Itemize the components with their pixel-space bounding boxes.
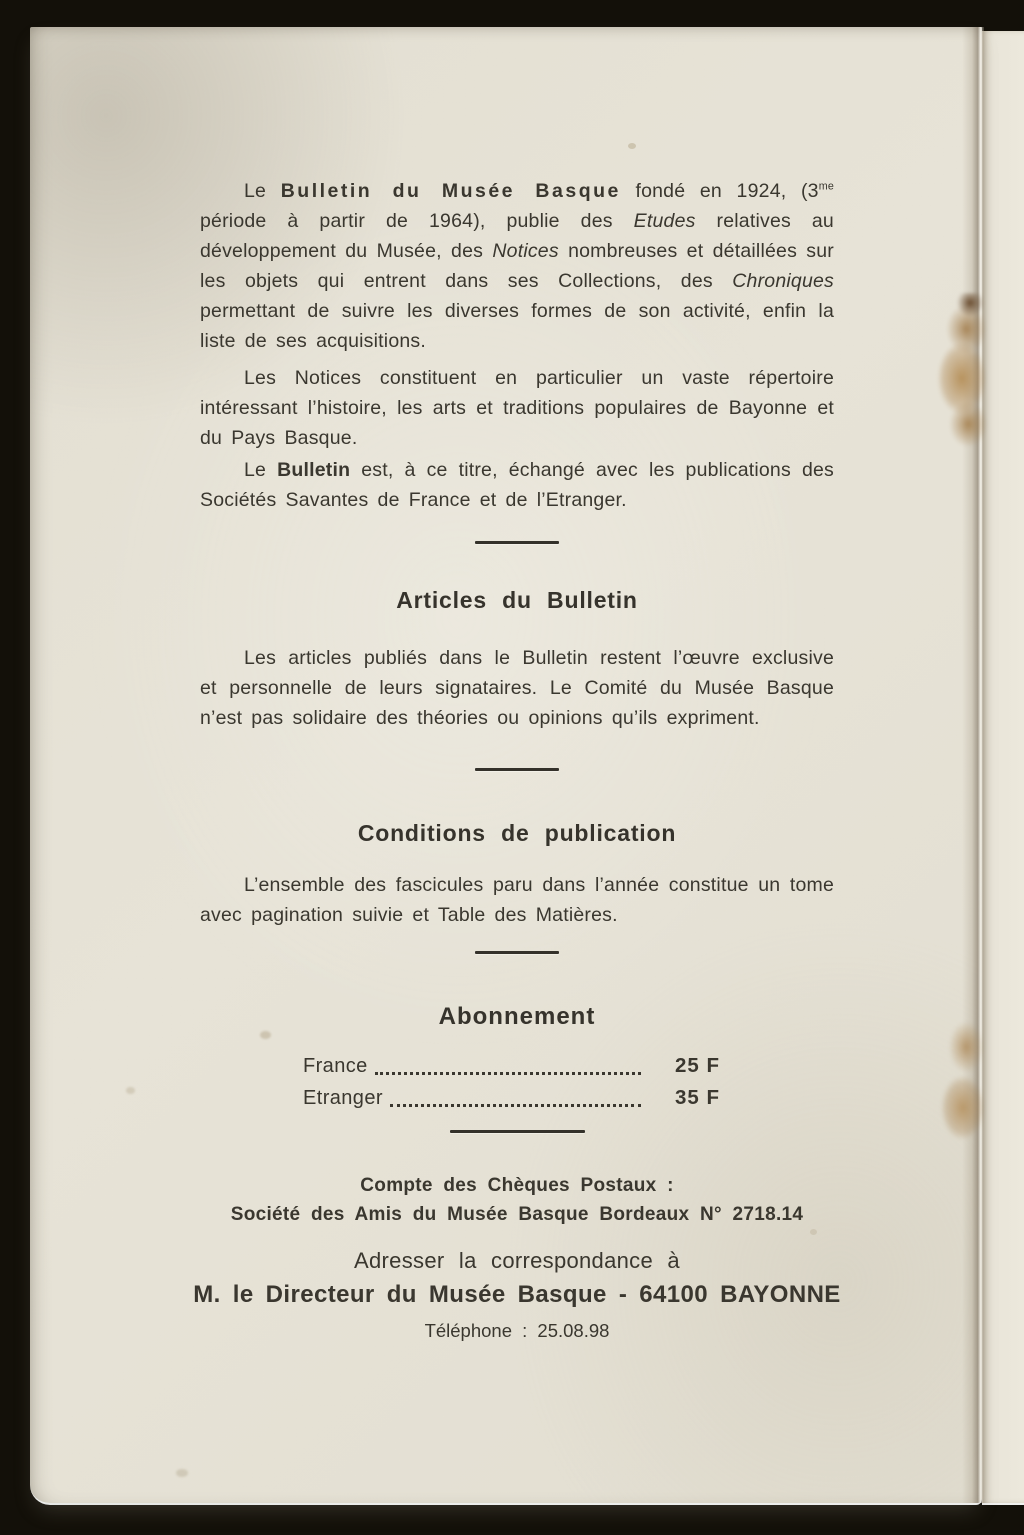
articles-heading: Articles du Bulletin xyxy=(396,587,638,613)
conditions-heading: Conditions de publication xyxy=(357,820,677,846)
intro-p3-run: est, à ce titre, échangé avec les publications des Sociétés Savantes de France et de l’Etranger. xyxy=(200,459,834,511)
bulletin-info-page xyxy=(30,27,982,1505)
intro-p1-run: période à partir de 1964), publie des xyxy=(200,210,634,232)
superscript-me: me xyxy=(818,180,834,193)
intro-p1-run: nombreuses et détaillées sur les objets qui entrent dans ses Collections, des xyxy=(200,240,834,292)
intro-p1-run: relatives au développement du Musée, des xyxy=(200,210,834,262)
paper-speck xyxy=(810,1229,817,1235)
subscription-country: France xyxy=(303,1055,368,1077)
intro-p1-run: permettant de suivre les diverses formes de son activité, enfin la liste de ses acquisitions. xyxy=(200,300,834,352)
paper-speck xyxy=(126,1087,135,1094)
articles-section xyxy=(200,585,834,615)
subscription-row-france xyxy=(303,1051,727,1081)
articles-paragraph: Les articles publiés dans le Bulletin restent l’œuvre exclusive et personnelle de leurs signataires. Le Comité du Musée Basque n’est pas solidaire des théories ou opinions qu’ils expriment. xyxy=(200,647,834,729)
subscription-price: 35 F xyxy=(675,1086,721,1109)
paper-speck xyxy=(176,1469,188,1477)
postal-account-number: Société des Amis du Musée Basque Bordeaux N° 2718.14 xyxy=(230,1204,804,1225)
section-divider xyxy=(475,768,559,771)
correspondence-label: Adresser la correspondance à xyxy=(354,1248,680,1273)
intro-paragraph-2: Les Notices constituent en particulier un vaste répertoire intéressant l’histoire, les arts et traditions populaires de Bayonne et du Pays Basque. xyxy=(200,367,834,449)
subscription-price: 25 F xyxy=(675,1054,721,1077)
conditions-paragraph: L’ensemble des fascicules paru dans l’année constitue un tome avec pagination suivie et Table des Matières. xyxy=(200,874,834,926)
section-divider xyxy=(450,1130,585,1133)
intro-p3-run: Le xyxy=(244,459,278,481)
intro-p1-run: Le xyxy=(244,180,281,202)
abonnement-section xyxy=(200,1002,834,1032)
chroniques-italic: Chroniques xyxy=(732,270,834,292)
paper-speck xyxy=(260,1031,271,1039)
next-page-edge xyxy=(982,31,1024,1505)
intro-p1-run: fondé en 1924, (3 xyxy=(620,180,819,202)
director-address: M. le Directeur du Musée Basque - 64100 BAYONNE xyxy=(193,1281,841,1308)
section-divider xyxy=(475,951,559,954)
subscription-row-etranger xyxy=(303,1083,727,1113)
section-divider xyxy=(475,541,559,544)
conditions-section xyxy=(200,818,834,848)
subscription-country: Etranger xyxy=(303,1087,383,1109)
notices-italic: Notices xyxy=(492,240,559,262)
bulletin-bold: Bulletin xyxy=(277,459,351,481)
bulletin-title-bold: Bulletin du Musée Basque xyxy=(280,180,621,202)
dot-leader xyxy=(375,1072,641,1075)
etudes-italic: Etudes xyxy=(633,210,696,232)
intro-paragraph-3 xyxy=(200,455,834,515)
phone-number: Téléphone : 25.08.98 xyxy=(424,1320,610,1341)
abonnement-heading: Abonnement xyxy=(438,1003,596,1030)
intro-paragraph-1 xyxy=(200,176,834,356)
paper-speck xyxy=(628,143,636,149)
postal-account-label: Compte des Chèques Postaux : xyxy=(360,1175,674,1196)
dot-leader xyxy=(390,1104,641,1107)
